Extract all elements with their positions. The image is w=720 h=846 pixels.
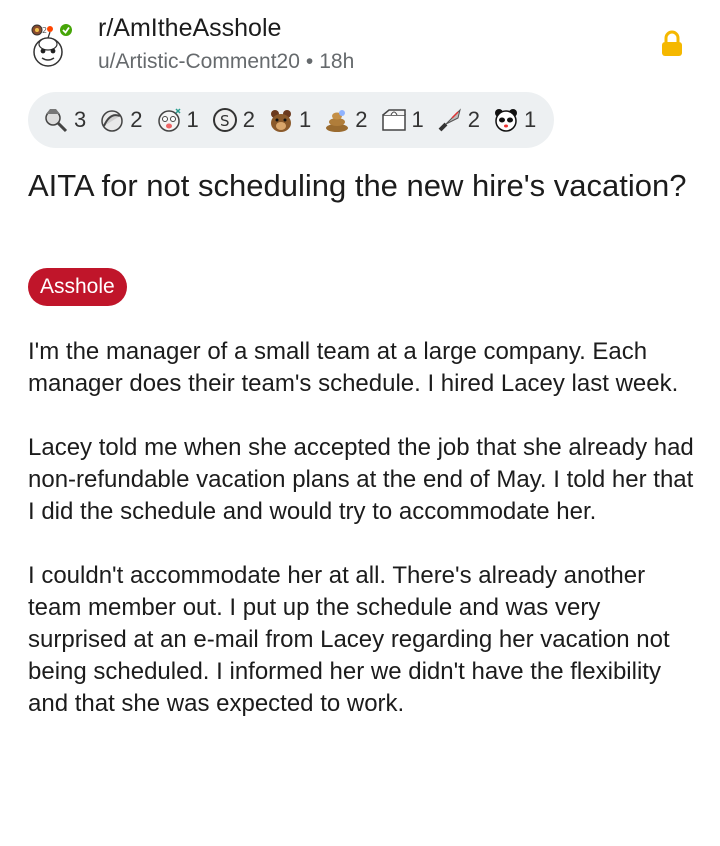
coin-award-icon <box>211 106 239 134</box>
award-count: 1 <box>411 107 424 132</box>
post-paragraph: I couldn't accommodate her at all. There's already another team member out. I put up the schedule and was very surprised at an e-mail from Lacey regarding her vacation not being scheduled. I informed her we didn't have the flexibility and that she was expected to work. <box>28 562 670 717</box>
award-item[interactable] <box>98 106 142 134</box>
post-header <box>28 10 692 76</box>
award-item[interactable] <box>42 106 86 134</box>
author-link[interactable]: u/Artistic-Comment20 <box>98 50 300 73</box>
post-age: 18h <box>319 50 355 73</box>
award-count: 2 <box>130 107 143 132</box>
face-palm-award-icon <box>98 106 126 134</box>
bear-award-icon <box>267 106 295 134</box>
award-count: 2 <box>355 107 368 132</box>
meta-separator: • <box>305 50 314 73</box>
lock-icon <box>660 30 684 58</box>
shocked-face-award-icon <box>155 106 183 134</box>
award-count: 1 <box>186 107 199 132</box>
award-item[interactable] <box>436 106 480 134</box>
post-body <box>28 336 698 752</box>
subreddit-name[interactable]: r/AmItheAsshole <box>98 14 282 42</box>
award-count: 3 <box>74 107 87 132</box>
award-item[interactable] <box>211 106 255 134</box>
poop-award-icon <box>323 106 351 134</box>
award-item[interactable] <box>323 106 367 134</box>
tissue-box-award-icon <box>380 106 408 134</box>
awards-bar[interactable] <box>28 92 554 148</box>
award-item[interactable] <box>267 106 311 134</box>
post-paragraph: I'm the manager of a small team at a large company. Each manager does their team's schedule. I hired Lacey last week. <box>28 338 679 397</box>
award-item[interactable] <box>492 106 536 134</box>
post-meta <box>98 50 354 74</box>
panda-award-icon <box>492 106 520 134</box>
detective-award-icon <box>42 106 70 134</box>
svg-text:2: 2 <box>42 26 48 35</box>
award-count: 1 <box>524 107 537 132</box>
award-count: 2 <box>467 107 480 132</box>
snoo-avatar-icon[interactable] <box>28 24 80 74</box>
award-count: 2 <box>242 107 255 132</box>
knife-award-icon <box>436 106 464 134</box>
post-title[interactable]: AITA for not scheduling the new hire's vacation? <box>28 168 687 203</box>
award-item[interactable] <box>380 106 424 134</box>
svg-text:S: S <box>219 112 230 130</box>
award-item[interactable] <box>155 106 199 134</box>
post-paragraph: Lacey told me when she accepted the job that she already had non-refundable vacation plans at the end of May. I told her that I did the schedule and would try to accommodate her. <box>28 434 694 525</box>
post-flair[interactable]: Asshole <box>28 268 127 306</box>
award-count: 1 <box>299 107 312 132</box>
